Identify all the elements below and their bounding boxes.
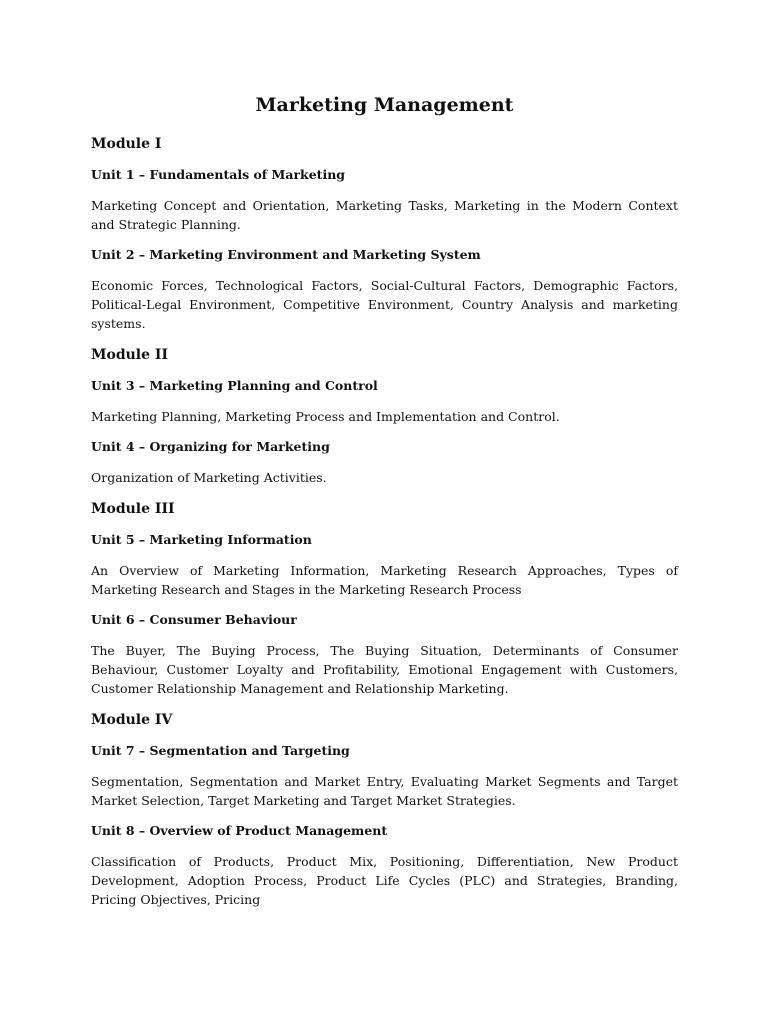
unit-heading: Unit 4 – Organizing for Marketing [91,439,330,454]
module-heading: Module I [91,136,162,152]
module-4 [91,710,678,909]
unit-heading: Unit 6 – Consumer Behaviour [91,612,297,627]
document-page [91,92,678,921]
unit-description: Segmentation, Segmentation and Market Entry, Evaluating Market Segments and Target Market Selection, Target Marketing and Target Market Strategies. [91,774,678,808]
unit-description: An Overview of Marketing Information, Marketing Research Approaches, Types of Marketing Research and Stages in the Marketing Research Process [91,563,678,597]
module-2 [91,345,678,487]
document-title: Marketing Management [255,94,514,116]
module-heading: Module IV [91,712,173,728]
unit-description: Economic Forces, Technological Factors, Social-Cultural Factors, Demographic Factors, Political-Legal Environment, Competitive Environment, Country Analysis and marketing systems. [91,278,678,331]
unit-heading: Unit 7 – Segmentation and Targeting [91,743,350,758]
unit-heading: Unit 8 – Overview of Product Management [91,823,388,838]
unit-heading: Unit 2 – Marketing Environment and Marketing System [91,247,481,262]
unit-heading: Unit 1 – Fundamentals of Marketing [91,167,346,182]
unit-description: Marketing Planning, Marketing Process and Implementation and Control. [91,409,560,424]
unit-heading: Unit 5 – Marketing Information [91,532,312,547]
unit-description: Marketing Concept and Orientation, Marketing Tasks, Marketing in the Modern Context and Strategic Planning. [91,198,678,232]
unit-description: Classification of Products, Product Mix, Positioning, Differentiation, New Product Development, Adoption Process, Product Life Cycles (PLC) and Strategies, Branding, Pricing Objectives, Pricing [91,854,678,907]
unit-description: Organization of Marketing Activities. [91,470,327,485]
module-heading: Module III [91,501,175,517]
module-3 [91,499,678,698]
unit-heading: Unit 3 – Marketing Planning and Control [91,378,378,393]
unit-description: The Buyer, The Buying Process, The Buying Situation, Determinants of Consumer Behaviour, Customer Loyalty and Profitability, Emotional Engagement with Customers, Customer Relationship Management and Relationship Marketing. [91,643,678,696]
module-heading: Module II [91,347,168,363]
module-1 [91,134,678,333]
